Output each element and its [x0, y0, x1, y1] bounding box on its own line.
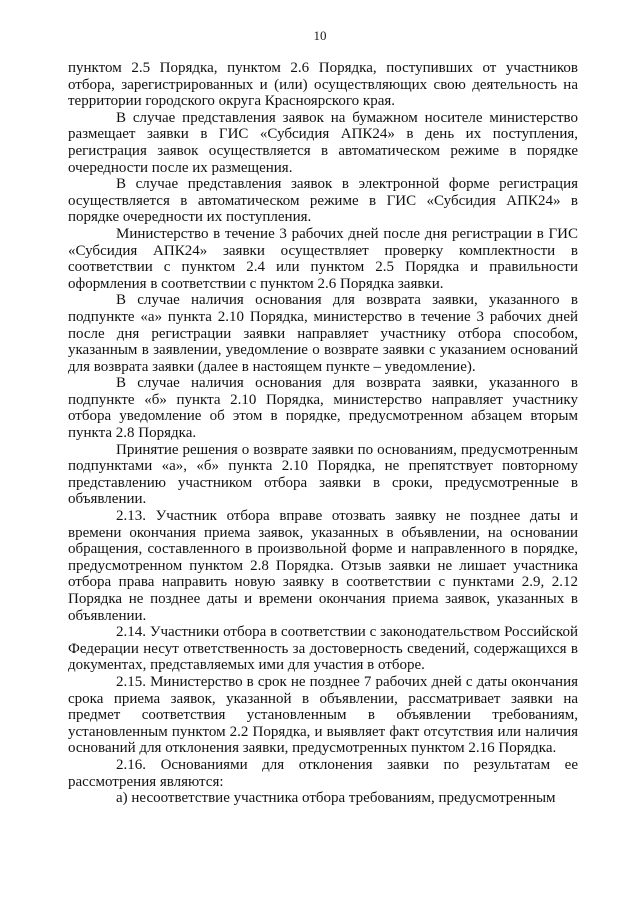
paragraph: Министерство в течение 3 рабочих дней после дня регистрации в ГИС «Субсидия АПК24» заявки осуществляет проверку комплектности в соответствии с пунктом 2.4 или пунктом 2.5 Порядка и правильности оформления в соответствии с пунктом 2.6 Порядка заявки.: [68, 225, 578, 292]
paragraph: В случае наличия основания для возврата заявки, указанного в подпункте «а» пункта 2.10 Порядка, министерство в течение 3 рабочих дней после дня регистрации заявки направляет участнику отбора способом, указанным в заявлении, уведомление о возврате заявки с указанием оснований для возврата заявки (далее в настоящем пункте – уведомление).: [68, 292, 578, 375]
paragraph: пунктом 2.5 Порядка, пунктом 2.6 Порядка, поступивших от участников отбора, зарегистрированных и (или) осуществляющих свою деятельность на территории городского округа Красноярского края.: [68, 60, 578, 110]
paragraph: В случае наличия основания для возврата заявки, указанного в подпункте «б» пункта 2.10 Порядка, министерство направляет участнику отбора уведомление об этом в порядке, предусмотренном абзацем вторым пункта 2.8 Порядка.: [68, 375, 578, 442]
paragraph: 2.16. Основаниями для отклонения заявки по результатам ее рассмотрения являются:: [68, 756, 578, 790]
paragraph: Принятие решения о возврате заявки по основаниям, предусмотренным подпунктами «а», «б» пункта 2.10 Порядка, не препятствует повторному представлению участником отбора заявки в сроки, предусмотренные в объявлении.: [68, 441, 578, 508]
page-number: 10: [313, 28, 327, 43]
paragraph: 2.15. Министерство в срок не позднее 7 рабочих дней с даты окончания срока приема заявок, указанной в объявлении, рассматривает заявки на предмет соответствия установленным в объявлении требованиям, установленным пунктом 2.2 Порядка, и выявляет факт отсутствия или наличия оснований для отклонения заявки, предусмотренных пунктом 2.16 Порядка.: [68, 673, 578, 757]
paragraph: В случае представления заявок на бумажном носителе министерство размещает заявки в ГИС «Субсидия АПК24» в день их поступления, регистрация заявок осуществляется в автоматическом режиме в порядке очередности после их размещения.: [68, 109, 578, 176]
paragraph: а) несоответствие участника отбора требованиям, предусмотренным: [116, 790, 556, 807]
paragraph: В случае представления заявок в электронной форме регистрация осуществляется в автоматическом режиме в ГИС «Субсидия АПК24» в порядке очередности их поступления.: [68, 176, 578, 226]
paragraph: 2.14. Участники отбора в соответствии с законодательством Российской Федерации несут ответственность за достоверность сведений, содержащихся в документах, представляемых ими для участия в отборе.: [68, 624, 578, 674]
paragraph: 2.13. Участник отбора вправе отозвать заявку не позднее даты и времени окончания приема заявок, указанных в объявлении, на основании обращения, составленного в произвольной форме и направленного в порядке, предусмотренном пунктом 2.8 Порядка. Отзыв заявки не лишает участника отбора права направить новую заявку в соответствии с пунктами 2.9, 2.12 Порядка не позднее даты и времени окончания приема заявок, указанных в объявлении.: [68, 508, 578, 624]
document-body: [68, 60, 578, 807]
